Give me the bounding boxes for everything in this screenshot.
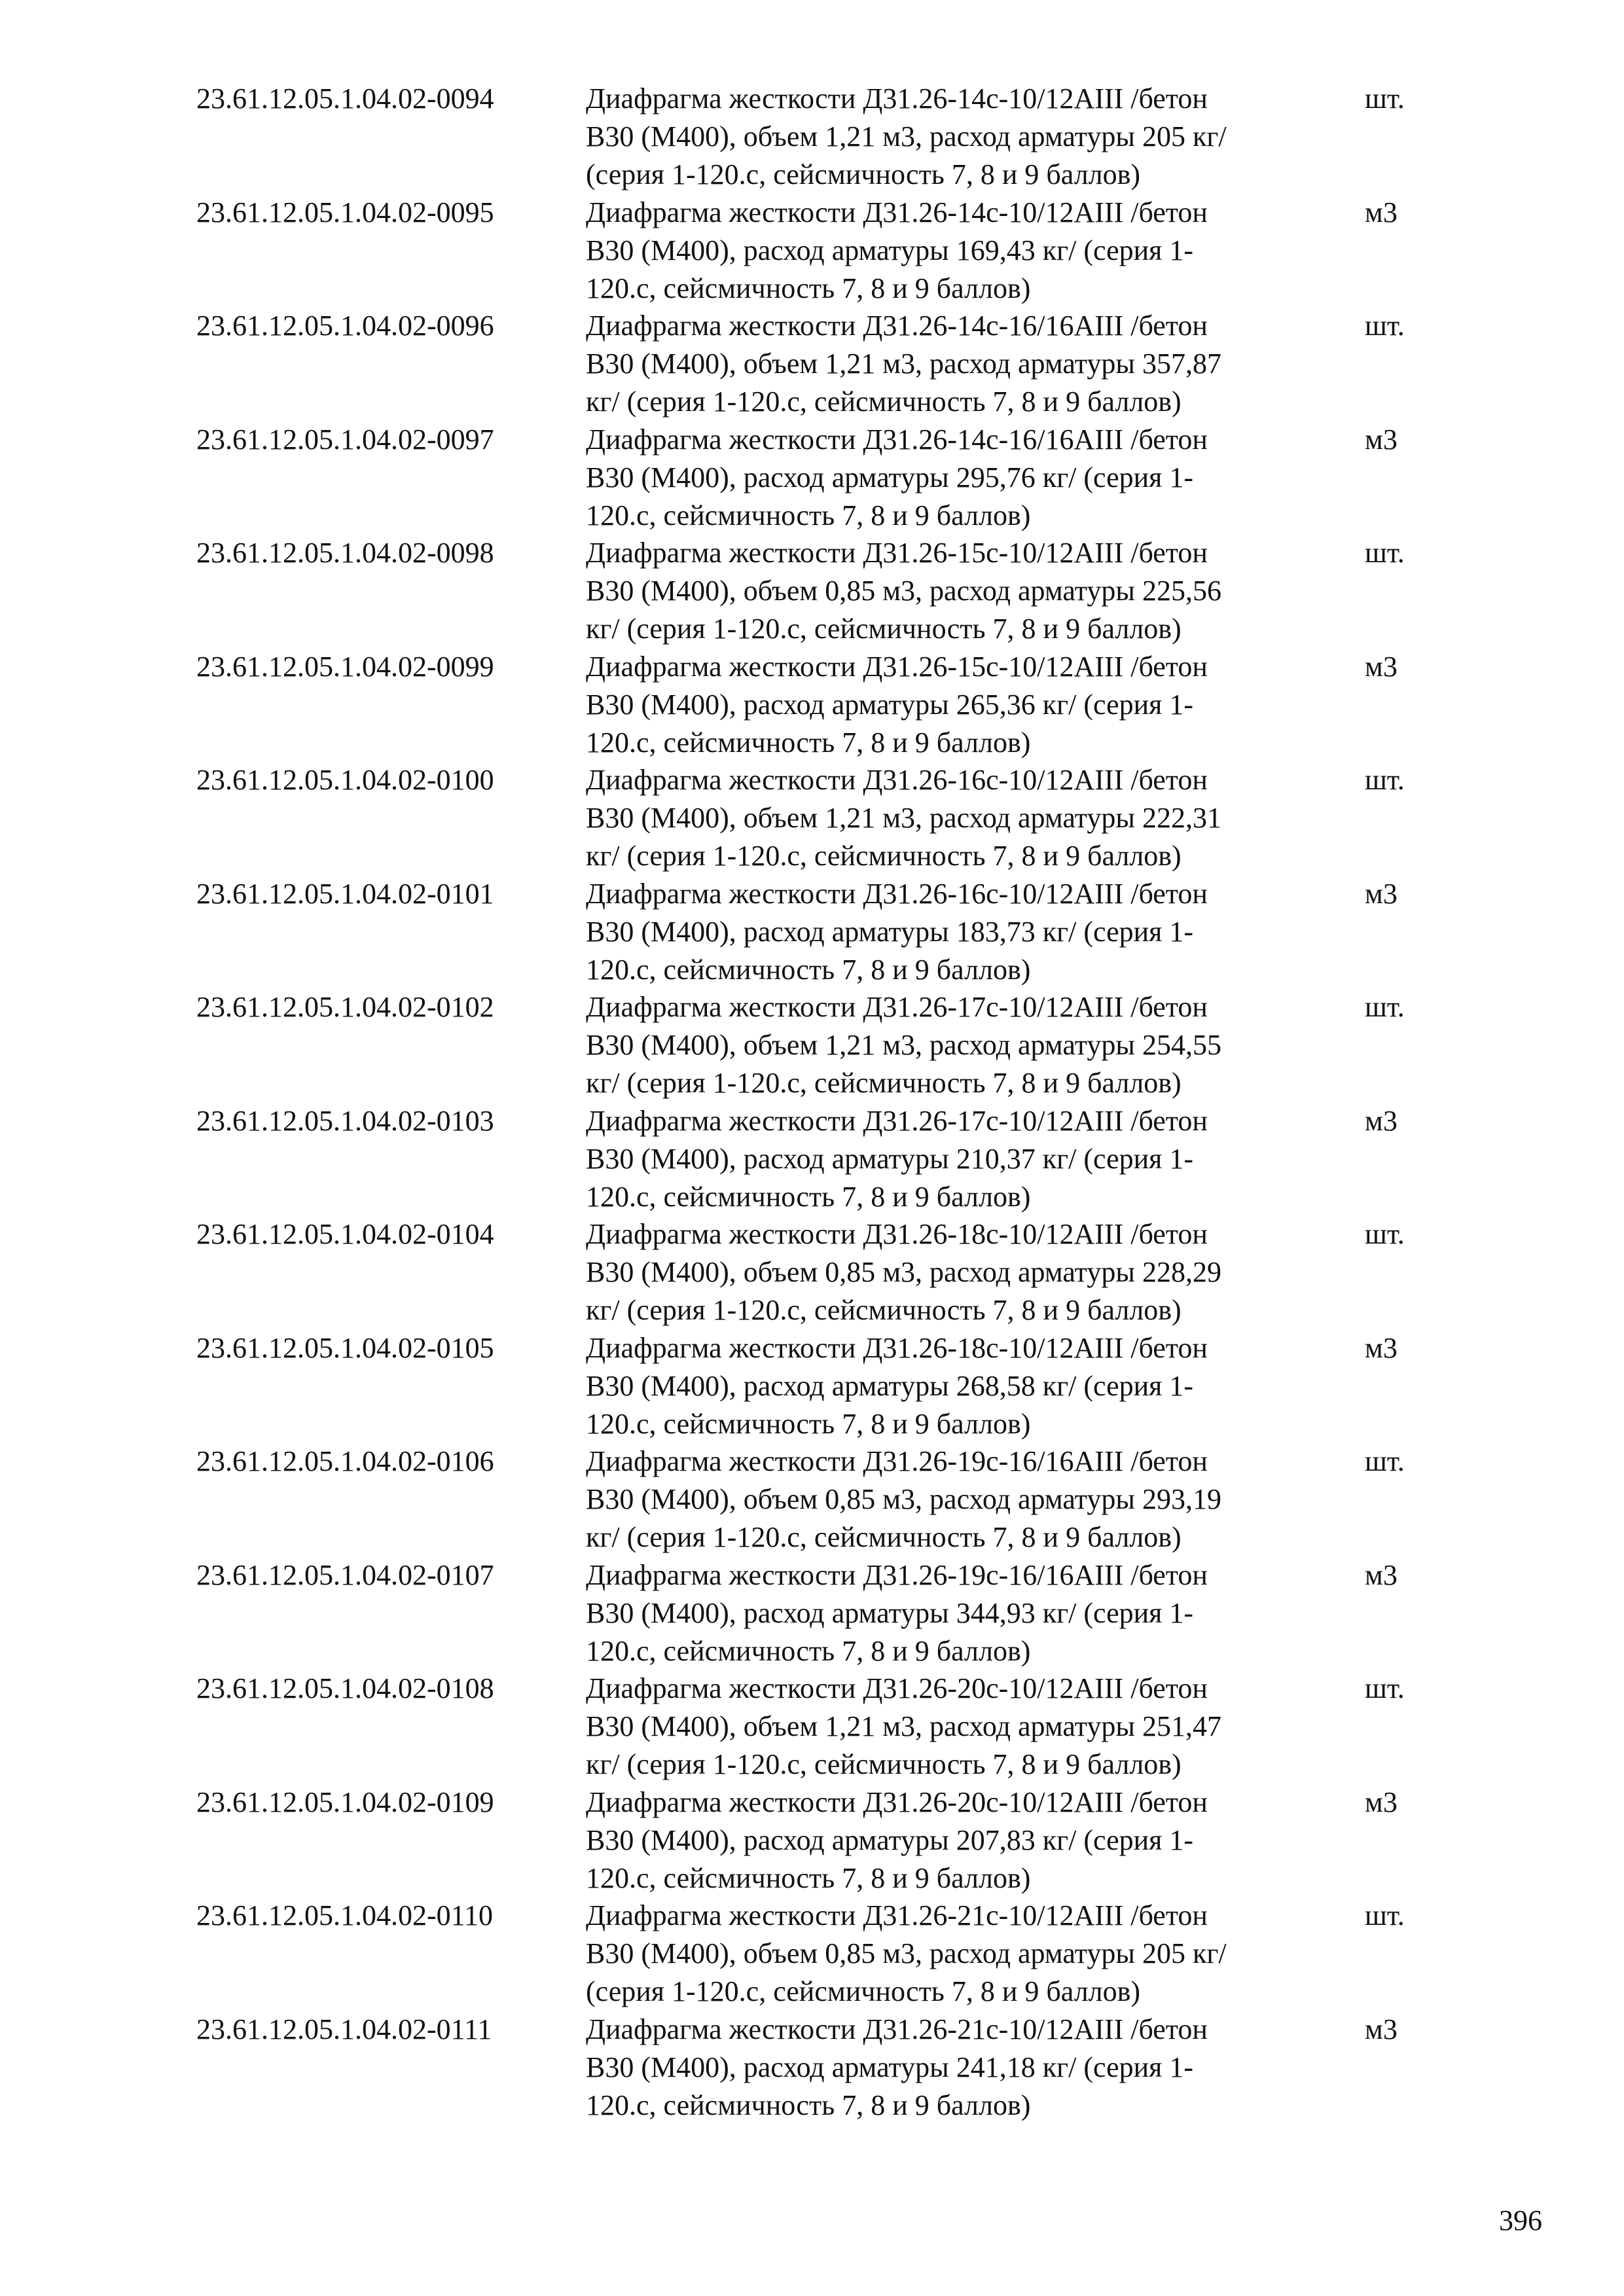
row-unit: шт. [1365, 1218, 1405, 1250]
row-description: Диафрагма жесткости Д31.26-20с-10/12АIII /бетон В30 (М400), расход арматуры 207,83 кг/ (серия 1- 120.с, сейсмичность 7, 8 и 9 баллов) [586, 1785, 1208, 1894]
row-code: 23.61.12.05.1.04.02-0107 [196, 1558, 494, 1591]
row-description: Диафрагма жесткости Д31.26-18с-10/12АIII /бетон В30 (М400), расход арматуры 268,58 кг/ (серия 1- 120.с, сейсмичность 7, 8 и 9 баллов) [586, 1331, 1208, 1440]
row-code: 23.61.12.05.1.04.02-0108 [196, 1672, 494, 1704]
row-unit: м3 [1365, 1104, 1398, 1137]
row-description: Диафрагма жесткости Д31.26-16с-10/12АIII /бетон В30 (М400), объем 1,21 м3, расход арматуры 222,31 кг/ (серия 1-120.с, сейсмичность 7, 8 и 9 баллов) [586, 764, 1221, 872]
row-description: Диафрагма жесткости Д31.26-19с-16/16АIII /бетон В30 (М400), расход арматуры 344,93 кг/ (серия 1- 120.с, сейсмичность 7, 8 и 9 баллов) [586, 1558, 1208, 1667]
row-unit: м3 [1365, 1558, 1398, 1591]
row-code: 23.61.12.05.1.04.02-0098 [196, 537, 494, 569]
row-code: 23.61.12.05.1.04.02-0100 [196, 764, 494, 796]
table-row [196, 307, 1479, 421]
row-code: 23.61.12.05.1.04.02-0099 [196, 650, 494, 683]
row-unit: шт. [1365, 1445, 1405, 1477]
row-unit: шт. [1365, 537, 1405, 569]
row-unit: шт. [1365, 1672, 1405, 1704]
row-unit: шт. [1365, 82, 1405, 115]
row-code: 23.61.12.05.1.04.02-0094 [196, 82, 494, 115]
row-unit: м3 [1365, 650, 1398, 683]
row-description: Диафрагма жесткости Д31.26-17с-10/12АIII /бетон В30 (М400), объем 1,21 м3, расход арматуры 254,55 кг/ (серия 1-120.с, сейсмичность 7, 8 и 9 баллов) [586, 991, 1221, 1099]
table-row [196, 1102, 1479, 1216]
row-description: Диафрагма жесткости Д31.26-17с-10/12АIII /бетон В30 (М400), расход арматуры 210,37 кг/ (серия 1- 120.с, сейсмичность 7, 8 и 9 баллов) [586, 1104, 1208, 1213]
row-description: Диафрагма жесткости Д31.26-19с-16/16АIII /бетон В30 (М400), объем 0,85 м3, расход арматуры 293,19 кг/ (серия 1-120.с, сейсмичность 7, 8 и 9 баллов) [586, 1445, 1221, 1553]
row-code: 23.61.12.05.1.04.02-0111 [196, 2013, 492, 2045]
row-description: Диафрагма жесткости Д31.26-14с-16/16АIII /бетон В30 (М400), объем 1,21 м3, расход арматуры 357,87 кг/ (серия 1-120.с, сейсмичность 7, 8 и 9 баллов) [586, 310, 1221, 418]
row-unit: м3 [1365, 877, 1398, 910]
row-code: 23.61.12.05.1.04.02-0095 [196, 196, 494, 228]
row-description: Диафрагма жесткости Д31.26-21с-10/12АIII /бетон В30 (М400), объем 0,85 м3, расход арматуры 205 кг/ (серия 1-120.с, сейсмичность 7, 8 и 9 баллов) [586, 1899, 1227, 2007]
row-description: Диафрагма жесткости Д31.26-15с-10/12АIII /бетон В30 (М400), объем 0,85 м3, расход арматуры 225,56 кг/ (серия 1-120.с, сейсмичность 7, 8 и 9 баллов) [586, 537, 1221, 645]
table-row [196, 194, 1479, 308]
row-code: 23.61.12.05.1.04.02-0109 [196, 1785, 494, 1818]
table-row [196, 80, 1479, 194]
table-row [196, 1329, 1479, 1443]
table-row [196, 2011, 1479, 2125]
row-unit: шт. [1365, 1899, 1405, 1931]
price-list-table [196, 80, 1479, 2124]
row-code: 23.61.12.05.1.04.02-0105 [196, 1331, 494, 1364]
table-row [196, 1443, 1479, 1556]
table-row [196, 761, 1479, 875]
row-code: 23.61.12.05.1.04.02-0110 [196, 1899, 494, 1931]
row-unit: м3 [1365, 1785, 1398, 1818]
row-code: 23.61.12.05.1.04.02-0104 [196, 1218, 494, 1250]
row-code: 23.61.12.05.1.04.02-0106 [196, 1445, 494, 1477]
row-unit: м3 [1365, 1331, 1398, 1364]
table-row [196, 1215, 1479, 1329]
row-unit: м3 [1365, 423, 1398, 456]
row-code: 23.61.12.05.1.04.02-0103 [196, 1104, 494, 1137]
row-description: Диафрагма жесткости Д31.26-14с-16/16АIII /бетон В30 (М400), расход арматуры 295,76 кг/ (серия 1- 120.с, сейсмичность 7, 8 и 9 баллов) [586, 423, 1208, 531]
row-unit: шт. [1365, 764, 1405, 796]
table-row [196, 534, 1479, 648]
row-code: 23.61.12.05.1.04.02-0102 [196, 991, 494, 1023]
row-description: Диафрагма жесткости Д31.26-18с-10/12АIII /бетон В30 (М400), объем 0,85 м3, расход арматуры 228,29 кг/ (серия 1-120.с, сейсмичность 7, 8 и 9 баллов) [586, 1218, 1221, 1326]
row-description: Диафрагма жесткости Д31.26-21с-10/12АIII /бетон В30 (М400), расход арматуры 241,18 кг/ (серия 1- 120.с, сейсмичность 7, 8 и 9 баллов) [586, 2013, 1208, 2121]
table-row [196, 988, 1479, 1102]
table-row [196, 1897, 1479, 2011]
row-description: Диафрагма жесткости Д31.26-15с-10/12АIII /бетон В30 (М400), расход арматуры 265,36 кг/ (серия 1- 120.с, сейсмичность 7, 8 и 9 баллов) [586, 650, 1208, 759]
page-number: 396 [1499, 2204, 1542, 2236]
row-description: Диафрагма жесткости Д31.26-20с-10/12АIII /бетон В30 (М400), объем 1,21 м3, расход арматуры 251,47 кг/ (серия 1-120.с, сейсмичность 7, 8 и 9 баллов) [586, 1672, 1221, 1780]
table-row [196, 421, 1479, 535]
row-description: Диафрагма жесткости Д31.26-16с-10/12АIII /бетон В30 (М400), расход арматуры 183,73 кг/ (серия 1- 120.с, сейсмичность 7, 8 и 9 баллов) [586, 877, 1208, 986]
row-description: Диафрагма жесткости Д31.26-14с-10/12АIII /бетон В30 (М400), объем 1,21 м3, расход арматуры 205 кг/ (серия 1-120.с, сейсмичность 7, 8 и 9 баллов) [586, 82, 1227, 190]
row-code: 23.61.12.05.1.04.02-0097 [196, 423, 494, 456]
table-row [196, 1556, 1479, 1670]
row-code: 23.61.12.05.1.04.02-0096 [196, 310, 494, 342]
table-row [196, 875, 1479, 989]
row-description: Диафрагма жесткости Д31.26-14с-10/12АIII /бетон В30 (М400), расход арматуры 169,43 кг/ (серия 1- 120.с, сейсмичность 7, 8 и 9 баллов) [586, 196, 1208, 304]
table-row [196, 1784, 1479, 1897]
table-row [196, 1670, 1479, 1784]
row-unit: м3 [1365, 196, 1398, 228]
row-unit: шт. [1365, 991, 1405, 1023]
row-unit: шт. [1365, 310, 1405, 342]
row-unit: м3 [1365, 2013, 1398, 2045]
table-row [196, 648, 1479, 762]
row-code: 23.61.12.05.1.04.02-0101 [196, 877, 494, 910]
